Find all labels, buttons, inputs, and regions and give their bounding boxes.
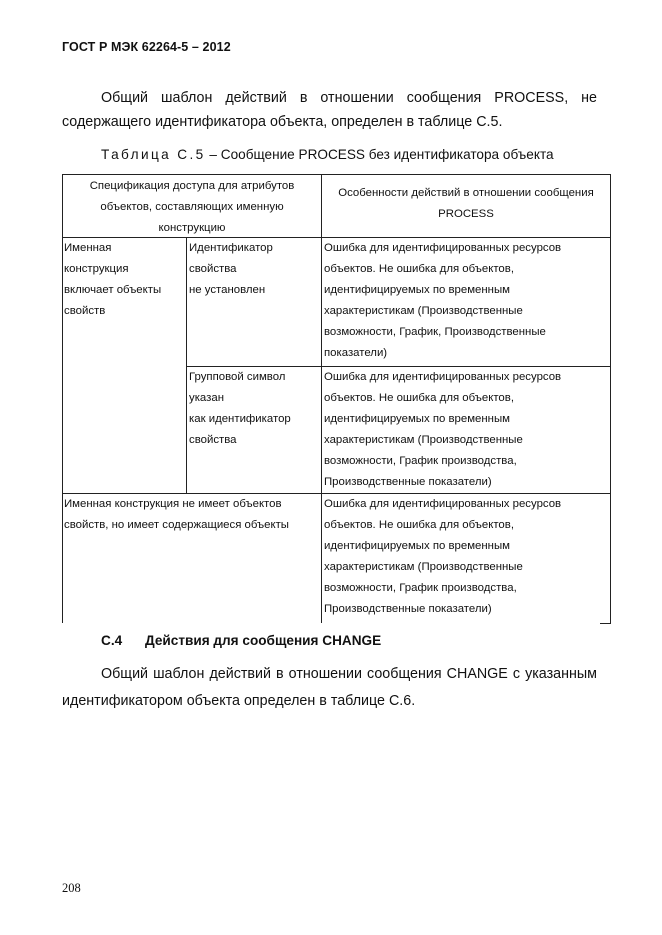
row1-action-line: показатели) [324, 347, 388, 359]
row3-condition-line: Именная конструкция не имеет объектов [64, 498, 282, 510]
row3-action-line: объектов. Не ошибка для объектов, [324, 519, 514, 531]
outro-line-1: Общий шаблон действий в отношении сообщения CHANGE с указанным [101, 666, 597, 682]
row1-subcondition-line: свойства [189, 263, 237, 275]
group1-condition-line: включает объекты [64, 284, 162, 296]
row3-action-line: характеристикам (Производственные [324, 561, 523, 573]
table-header-access-spec [63, 176, 321, 239]
group1-condition-line: Именная [64, 242, 112, 254]
group1-condition-line: свойств [64, 305, 106, 317]
table-line-row2-bottom [62, 493, 611, 494]
outro-line-2: идентификатором объекта определен в таблице С.6. [62, 693, 416, 709]
table-line-mid-left [186, 237, 187, 493]
page-number: 208 [62, 881, 81, 895]
row1-subcondition-line: не установлен [189, 284, 266, 296]
row3-condition-cell [64, 494, 320, 536]
table-line-row1-bottom [186, 366, 611, 367]
row2-subcondition-line: как идентификатор [189, 413, 291, 425]
row3-condition-line: свойств, но имеет содержащиеся объекты [64, 519, 289, 531]
group1-condition-line: конструкция [64, 263, 129, 275]
row1-action-line: характеристикам (Производственные [324, 305, 523, 317]
row1-action-line: объектов. Не ошибка для объектов, [324, 263, 514, 275]
header-left-line: конструкцию [158, 222, 226, 234]
header-left-line: объектов, составляющих именную [100, 201, 284, 213]
row3-action-line: Ошибка для идентифицированных ресурсов [324, 498, 562, 510]
table-line-mid [321, 174, 322, 623]
row2-subcondition-cell [189, 367, 319, 451]
row2-action-line: возможности, График производства, [324, 455, 517, 467]
table-line-header-bottom [62, 237, 611, 238]
intro-line-2: содержащего идентификатора объекта, определен в таблице С.5. [62, 114, 503, 130]
table-line-left [62, 174, 63, 623]
section-heading [101, 633, 381, 648]
row2-subcondition-line: свойства [189, 434, 237, 446]
row3-action-line: Производственные показатели) [324, 603, 492, 615]
document-header: ГОСТ Р МЭК 62264-5 – 2012 [62, 40, 231, 54]
header-left-line: Спецификация доступа для атрибутов [89, 180, 295, 192]
row3-action-cell [324, 494, 609, 620]
row1-action-line: Ошибка для идентифицированных ресурсов [324, 242, 562, 254]
group1-condition-cell [64, 238, 184, 322]
row1-subcondition-cell [189, 238, 319, 301]
header-right-line: PROCESS [438, 208, 494, 220]
row1-subcondition-line: Идентификатор [189, 242, 273, 254]
table-header-action-features [322, 183, 610, 225]
section-title: Действия для сообщения CHANGE [145, 633, 382, 648]
row2-action-cell [324, 367, 609, 493]
header-right-line: Особенности действий в отношении сообщения [338, 187, 594, 199]
row3-action-line: идентифицируемых по временным [324, 540, 510, 552]
table-line-bottom-tick [600, 623, 611, 624]
row1-action-cell [324, 238, 609, 364]
row2-action-line: Ошибка для идентифицированных ресурсов [324, 371, 562, 383]
row2-action-line: характеристикам (Производственные [324, 434, 523, 446]
row2-subcondition-line: указан [189, 392, 224, 404]
intro-line-1: Общий шаблон действий в отношении сообщения PROCESS, не [101, 90, 597, 106]
row2-subcondition-line: Групповой символ [189, 371, 286, 383]
row1-action-line: возможности, График, Производственные [324, 326, 546, 338]
row2-action-line: идентифицируемых по временным [324, 413, 510, 425]
table-caption-label: Таблица С.5 [101, 147, 206, 162]
row2-action-line: объектов. Не ошибка для объектов, [324, 392, 514, 404]
table-line-right [610, 174, 611, 623]
section-number: С.4 [101, 633, 123, 648]
table-caption [101, 147, 554, 162]
table-caption-text: – Сообщение PROCESS без идентификатора объекта [205, 147, 554, 162]
table-line-top [62, 174, 611, 175]
row2-action-line: Производственные показатели) [324, 476, 492, 488]
row1-action-line: идентифицируемых по временным [324, 284, 510, 296]
row3-action-line: возможности, График производства, [324, 582, 517, 594]
